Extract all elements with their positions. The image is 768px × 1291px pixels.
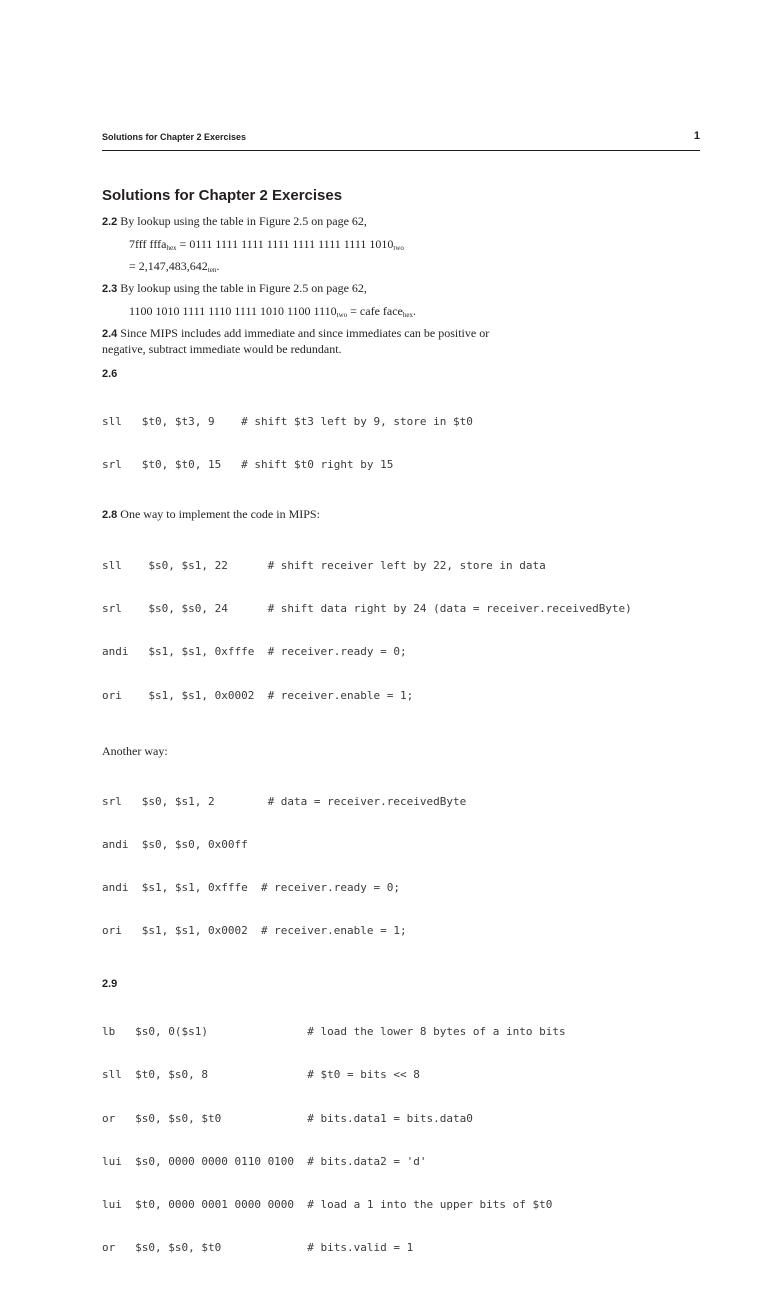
code-line: lui $t0, 0000 0001 0000 0000 # load a 1 into the upper bits of $t0: [102, 1198, 553, 1212]
exercise-2-6-code: [102, 386, 702, 501]
code-line: ori $s1, $s1, 0x0002 # receiver.enable = 1;: [102, 924, 407, 938]
exercise-text: By lookup using the table in Figure 2.5 on page 62,: [120, 281, 367, 295]
exercise-text: By lookup using the table in Figure 2.5 on page 62,: [120, 214, 367, 228]
subscript: two: [336, 311, 348, 319]
exercise-number: 2.8: [102, 509, 118, 522]
section-title: Solutions for Chapter 2 Exercises: [102, 187, 343, 204]
exercise-2-4: [102, 326, 702, 357]
exercise-2-8-code-1: [102, 530, 702, 732]
subscript: hex: [166, 244, 177, 252]
equation-value: 7fff fffa: [129, 237, 167, 251]
code-line: andi $s1, $s1, 0xfffe # receiver.ready = 0;: [102, 881, 401, 895]
exercise-2-2-equation-1: [102, 237, 702, 252]
exercise-number: 2.2: [102, 216, 118, 228]
code-line: srl $t0, $t0, 15 # shift $t0 right by 15: [102, 458, 394, 472]
exercise-2-8-another-way: Another way:: [102, 743, 168, 758]
code-line: sll $t0, $t3, 9 # shift $t3 left by 9, store in $t0: [102, 414, 473, 428]
exercise-2-9-number: 2.9: [102, 978, 118, 991]
subscript: ten: [207, 266, 217, 274]
exercise-2-6-number: 2.6: [102, 368, 118, 380]
code-line: sll $s0, $s1, 22 # shift receiver left by 22, store in data: [102, 559, 546, 573]
punctuation: .: [412, 304, 416, 318]
code-line: lb $s0, 0($s1) # load the lower 8 bytes of a into bits: [102, 1025, 566, 1039]
exercise-number: 2.3: [102, 283, 118, 295]
page-number: 1: [693, 130, 700, 142]
exercise-text: negative, subtract immediate would be redundant.: [102, 342, 342, 356]
code-line: srl $s0, $s0, 24 # shift data right by 24 (data = receiver.receivedByte): [102, 602, 632, 616]
code-line: andi $s1, $s1, 0xfffe # receiver.ready = 0;: [102, 645, 407, 659]
subscript: two: [393, 244, 404, 252]
exercise-text: Since MIPS includes add immediate and since immediates can be positive or: [120, 326, 490, 340]
code-line: srl $s0, $s1, 2 # data = receiver.receivedByte: [102, 794, 467, 808]
exercise-2-9-code: [102, 996, 702, 1284]
equation-value: = 2,147,483,642: [129, 259, 208, 273]
code-line: lui $s0, 0000 0000 0110 0100 # bits.data2 = 'd': [102, 1154, 427, 1168]
exercise-2-2-equation-2: [102, 259, 702, 274]
code-line: sll $t0, $s0, 8 # $t0 = bits << 8: [102, 1068, 420, 1082]
exercise-text: One way to implement the code in MIPS:: [120, 507, 320, 522]
exercise-number: 2.4: [102, 328, 118, 340]
exercise-2-3-equation: [102, 304, 702, 319]
code-line: or $s0, $s0, $t0 # bits.valid = 1: [102, 1241, 414, 1255]
page-content: [102, 186, 702, 1291]
running-header-title: Solutions for Chapter 2 Exercises: [102, 132, 247, 142]
equation-value: = 0111 1111 1111 1111 1111 1111 1111 1010: [176, 237, 394, 251]
exercise-2-8-code-2: [102, 766, 702, 968]
equation-value: = cafe face: [347, 304, 403, 318]
exercise-2-3-intro: [102, 281, 702, 297]
code-line: or $s0, $s0, $t0 # bits.data1 = bits.data0: [102, 1111, 473, 1125]
punctuation: .: [216, 259, 220, 273]
code-line: andi $s0, $s0, 0x00ff: [102, 837, 248, 851]
exercise-2-8-intro: [102, 507, 702, 523]
exercise-2-2-intro: [102, 214, 702, 230]
subscript: hex: [402, 311, 413, 319]
code-line: ori $s1, $s1, 0x0002 # receiver.enable = 1;: [102, 688, 414, 702]
equation-value: 1100 1010 1111 1110 1111 1010 1100 1110: [129, 304, 337, 318]
page-header: [102, 130, 700, 151]
